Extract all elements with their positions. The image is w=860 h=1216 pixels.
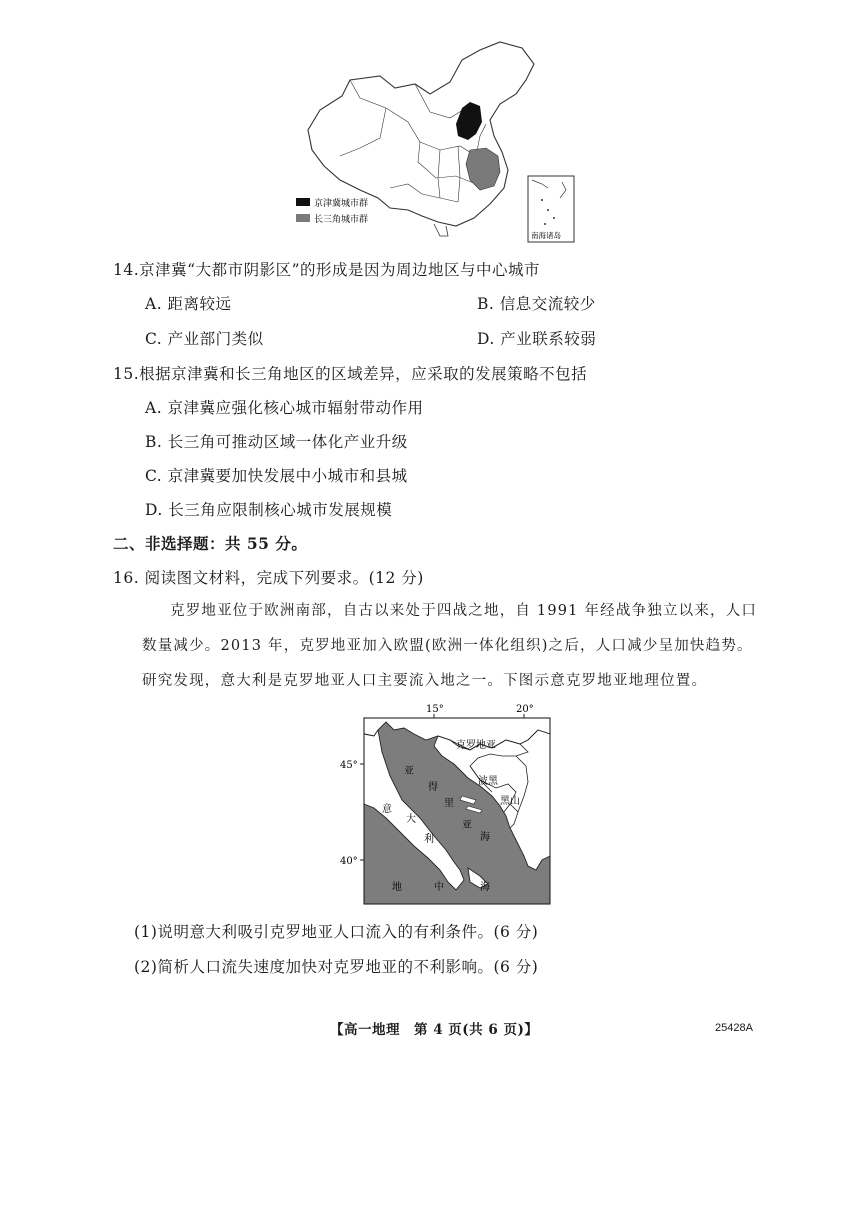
croatia-map-figure — [330, 700, 560, 910]
q16-sub2: (2)简析人口流失速度加快对克罗地亚的不利影响。(6 分) — [134, 958, 539, 976]
label-italy-2: 大 — [406, 814, 416, 825]
question-15 — [113, 362, 587, 384]
exam-code: 25428A — [715, 1022, 753, 1034]
q14-option-d: D. 产业联系较弱 — [477, 330, 597, 348]
lat-label-45: 45° — [340, 760, 358, 771]
label-italy-3: 利 — [424, 834, 434, 845]
q15-option-a: A. 京津冀应强化核心城市辐射带动作用 — [145, 399, 424, 417]
lat-label-40: 40° — [340, 856, 358, 867]
q14-option-b: B. 信息交流较少 — [477, 295, 596, 313]
q15-option-d: D. 长三角应限制核心城市发展规模 — [145, 501, 393, 519]
label-adriatic-2: 得 — [428, 782, 438, 793]
lon-label-20: 20° — [516, 704, 534, 715]
inset-label: 南海诸岛 — [531, 231, 561, 240]
question-16-header: 16. 阅读图文材料，完成下列要求。(12 分) — [113, 569, 424, 587]
page-footer: 【高一地理 第 4 页(共 6 页)】 — [330, 1022, 539, 1038]
label-mediterranean-3: 海 — [480, 882, 490, 893]
lon-label-15: 15° — [426, 704, 444, 715]
label-croatia: 克罗地亚 — [456, 740, 496, 751]
q15-option-b: B. 长三角可推动区域一体化产业升级 — [145, 433, 408, 451]
question-14 — [113, 258, 540, 280]
label-bosnia: 波黑 — [478, 776, 498, 787]
yangtze-delta-region — [466, 148, 500, 190]
q16-sub1: (1)说明意大利吸引克罗地亚人口流入的有利条件。(6 分) — [134, 923, 539, 941]
label-adriatic-3: 里 — [444, 798, 454, 809]
question-stem: 根据京津冀和长三角地区的区域差异，应采取的发展策略不包括 — [139, 365, 588, 383]
section-title: 二、非选择题：共 55 分。 — [113, 534, 308, 553]
south-china-sea-inset — [528, 176, 574, 242]
label-adriatic-4: 亚 — [462, 820, 472, 831]
label-adriatic-1: 亚 — [404, 766, 414, 777]
q14-option-c: C. 产业部门类似 — [145, 330, 264, 348]
legend-label-jingjinji: 京津冀城市群 — [314, 199, 369, 209]
china-map-figure — [290, 38, 580, 248]
jingjinji-region — [456, 102, 482, 140]
label-mediterranean-2: 中 — [434, 882, 444, 893]
map-legend — [296, 197, 368, 225]
legend-label-yangtze: 长三角城市群 — [314, 215, 369, 225]
label-mediterranean-1: 地 — [392, 882, 402, 893]
question-stem: 京津冀“大都市阴影区”的形成是因为周边地区与中心城市 — [139, 261, 541, 279]
q14-option-a: A. 距离较远 — [145, 295, 232, 313]
label-adriatic-5: 海 — [480, 832, 490, 843]
question-number: 14. — [113, 261, 140, 279]
question-number: 15. — [113, 365, 140, 383]
label-montenegro: 黑山 — [500, 796, 520, 807]
label-italy-1: 意 — [382, 804, 392, 815]
question-16-material: 克罗地亚位于欧洲南部，自古以来处于四战之地，自 1991 年经战争独立以来，人口数量减少。2013 年，克罗地亚加入欧盟(欧洲一体化组织)之后，人口减少呈加快趋势。研究发现，意大利是克罗地亚人口主要流入地之一。下图示意克罗地亚地理位置。 — [142, 603, 758, 689]
q15-option-c: C. 京津冀要加快发展中小城市和县城 — [145, 467, 408, 485]
